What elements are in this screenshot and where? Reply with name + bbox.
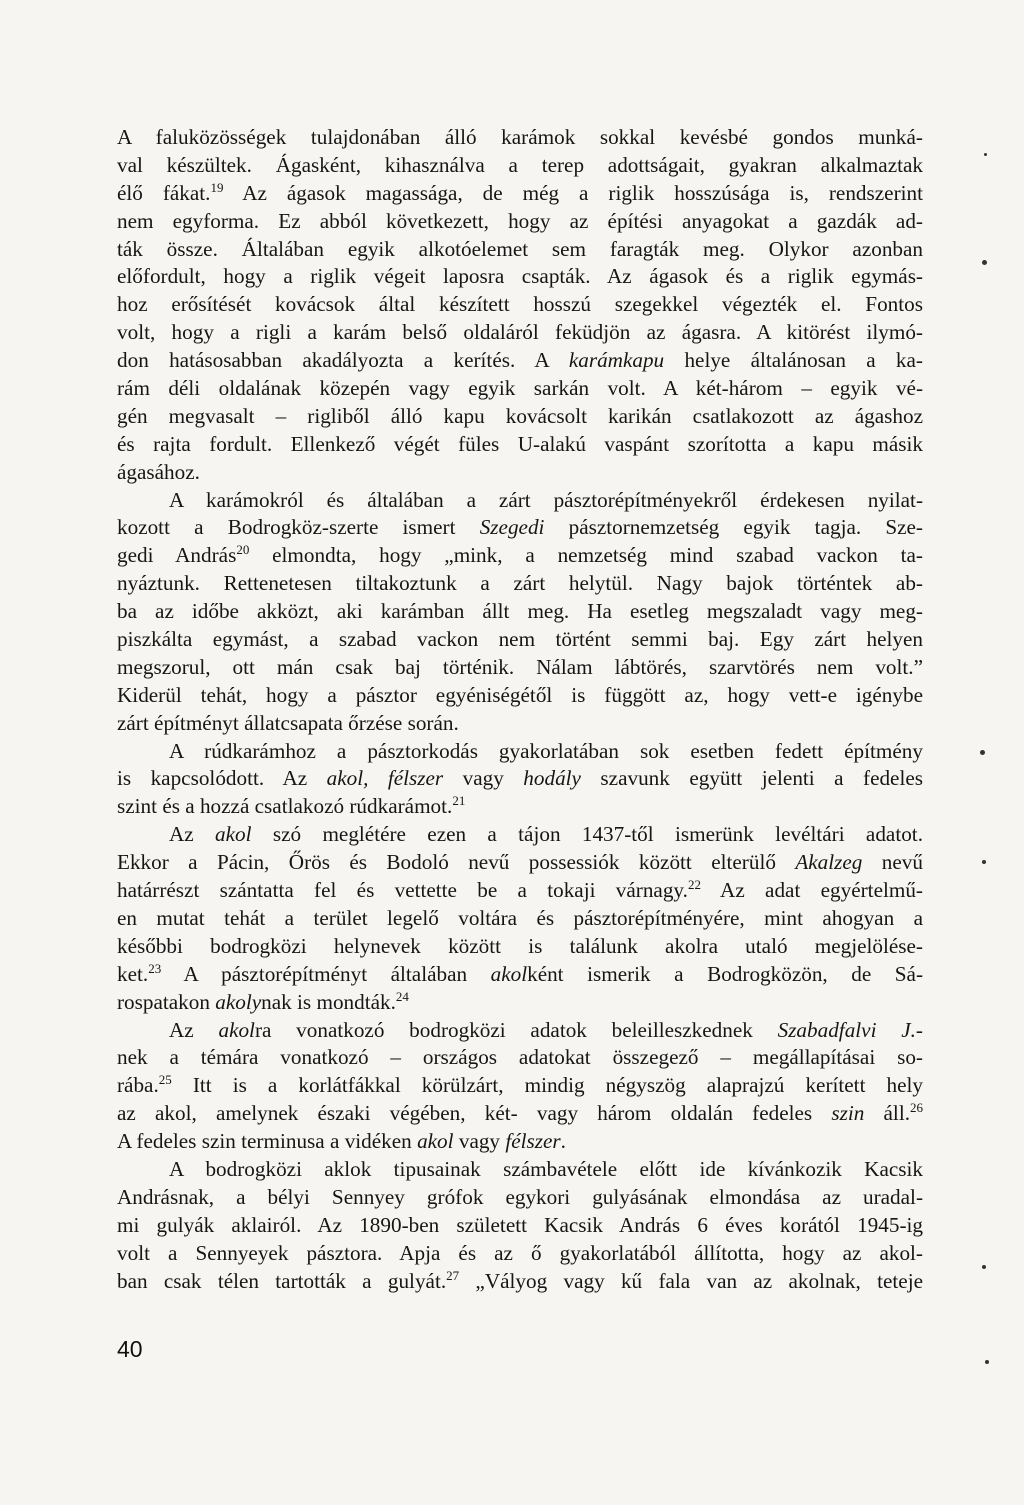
text-run: nek a témára vonatkozó – országos adatokat összegező – megállapításai so-	[117, 1045, 923, 1070]
text-run: nevű	[862, 850, 923, 875]
footnote-ref: 26	[910, 1100, 923, 1116]
text-run: volt a Sennyeyek pásztora. Apja és az ő gyakorlatából állította, hogy az akol-	[117, 1240, 923, 1265]
text-line	[117, 1100, 923, 1128]
text-line	[117, 598, 923, 626]
text-run: áll.	[864, 1101, 910, 1126]
italic-term: akol	[490, 961, 528, 986]
text-run: en mutat tehát a terület legelő voltára és pásztorépítményére, mint ahogyan a	[117, 905, 923, 930]
text-line	[117, 765, 923, 793]
text-line	[117, 1268, 923, 1296]
text-run: ra vonatkozó bodrogközi adatok beleilleszkednek	[254, 1017, 778, 1042]
text-line	[117, 291, 923, 319]
text-run: A fedeles szin terminusa a vidéken	[117, 1129, 418, 1154]
footnote-ref: 23	[148, 960, 162, 976]
scan-speck	[985, 1360, 989, 1364]
text-run: nem egyforma. Ez abból következett, hogy az építési anyagokat a gazdák ad-	[117, 208, 923, 233]
italic-term: Akalzeg	[795, 850, 863, 875]
text-line	[117, 319, 923, 347]
footnote-ref: 22	[687, 877, 701, 893]
text-line	[117, 514, 923, 542]
text-line	[117, 236, 923, 264]
text-run: rospatakon	[117, 989, 216, 1014]
text-line	[117, 1212, 923, 1240]
text-run: előfordult, hogy a riglik végeit laposra csapták. Az ágasok és a riglik egymás-	[117, 264, 923, 289]
text-run: szavunk együtt jelenti a fedeles	[580, 766, 924, 791]
text-line	[117, 1128, 923, 1156]
text-run: mi gulyák aklairól. Az 1890-ben született Kacsik András 6 éves korától 1945-ig	[117, 1212, 923, 1237]
text-line	[117, 1156, 923, 1184]
scan-speck	[982, 1265, 986, 1269]
text-line	[117, 180, 923, 208]
text-run: hoz erősítését kovácsok által készített hosszú szegekkel végezték el. Fontos	[117, 292, 923, 317]
text-run: A bodrogközi aklok tipusainak számbavétele előtt ide kívánkozik Kacsik	[169, 1156, 923, 1181]
italic-term: Szabadfalvi J.	[777, 1017, 916, 1042]
text-run: megszorul, ott mán csak baj történik. Nálam lábtörés, szarvtörés nem volt.”	[117, 654, 923, 679]
text-run: élő fákat.	[117, 180, 211, 205]
scan-speck	[982, 860, 986, 864]
text-run: volt, hogy a rigli a karám belső oldaláról feküdjön az ágasra. A kitörést ilymó-	[117, 320, 923, 345]
text-run: A pásztorépítményt általában	[161, 961, 491, 986]
text-run: az akol, amelynek északi végében, két- vagy három oldalán fedeles	[117, 1101, 832, 1126]
footnote-ref: 21	[452, 793, 466, 809]
text-run: Az adat egyértelmű-	[700, 878, 923, 903]
text-run: határrészt szántatta fel és vettette be a tokaji várnagy.	[117, 878, 688, 903]
text-run: Kiderül tehát, hogy a pásztor egyéniségétől is függött az, hogy vett-e igénybe	[117, 682, 923, 707]
text-line	[117, 403, 923, 431]
text-line	[117, 849, 923, 877]
text-line	[117, 375, 923, 403]
text-run: szó meglétére ezen a tájon 1437-től ismerünk levéltári adatot.	[251, 822, 923, 847]
page-number: 40	[117, 1336, 143, 1362]
text-run: elmondta, hogy „mink, a nemzetség mind szabad vackon ta-	[249, 543, 923, 568]
text-line	[117, 821, 923, 849]
footnote-ref: 27	[446, 1267, 460, 1283]
italic-term: akoly	[215, 989, 262, 1014]
text-run: gedi András	[117, 543, 237, 568]
footnote-ref: 19	[210, 179, 224, 195]
text-line	[117, 654, 923, 682]
text-run: későbbi bodrogközi helynevek között is találunk akolra utaló megjelölése-	[117, 933, 923, 958]
text-run: A karámokról és általában a zárt pásztorépítményekről érdekesen nyilat-	[169, 487, 923, 512]
text-line	[117, 905, 923, 933]
text-run: vagy	[443, 766, 524, 791]
text-run: ként ismerik a Bodrogközön, de Sá-	[527, 961, 923, 986]
footnote-ref: 20	[236, 542, 250, 558]
text-run: Itt is a korlátfákkal körülzárt, mindig négyszög alaprajzú kerített hely	[171, 1073, 923, 1098]
scan-speck	[982, 260, 987, 265]
text-line	[117, 570, 923, 598]
text-run: nyáztunk. Rettenetesen tiltakoztunk a zárt helytül. Nagy bajok történtek ab-	[117, 571, 923, 596]
footnote-ref: 25	[158, 1072, 172, 1088]
text-run: .	[560, 1129, 566, 1154]
text-run: A rúdkarámhoz a pásztorkodás gyakorlatában sok esetben fedett építmény	[169, 738, 923, 763]
scan-speck	[980, 750, 985, 755]
text-run: Az	[169, 822, 216, 847]
text-run: és rajta fordult. Ellenkező végét füles U-alakú vaspánt szorította a kapu másik	[117, 431, 923, 456]
text-run: val készültek. Ágasként, kihasználva a terep adottságait, gyakran alkalmaztak	[117, 152, 923, 177]
text-line	[117, 738, 923, 766]
text-run: ket.	[117, 961, 149, 986]
text-line	[117, 1240, 923, 1268]
text-run: nak is mondták.	[261, 989, 396, 1014]
text-run: rába.	[117, 1073, 159, 1098]
text-line	[117, 208, 923, 236]
italic-term: akol	[215, 822, 252, 847]
text-line	[117, 793, 923, 821]
text-line	[117, 626, 923, 654]
text-run: is kapcsolódott. Az	[117, 766, 327, 791]
text-line	[117, 877, 923, 905]
text-run: gén megvasalt – rigliből álló kapu kovácsolt karikán csatlakozott az ágashoz	[117, 403, 923, 428]
italic-term: Szegedi	[479, 515, 545, 540]
text-line	[117, 542, 923, 570]
italic-term: akol	[218, 1017, 255, 1042]
text-line	[117, 989, 923, 1017]
text-line	[117, 459, 923, 487]
text-line	[117, 347, 923, 375]
italic-term: félszer	[505, 1129, 561, 1154]
text-line	[117, 933, 923, 961]
italic-term: hodály	[523, 766, 581, 791]
text-run: A faluközösségek tulajdonában álló karámok sokkal kevésbé gondos munká-	[117, 125, 923, 149]
text-line	[117, 1184, 923, 1212]
text-run: vagy	[453, 1129, 506, 1154]
text-run: rám déli oldalának közepén vagy egyik sarkán volt. A két-három – egyik vé-	[117, 376, 923, 401]
text-run: szint és a hozzá csatlakozó rúdkarámot.	[117, 794, 453, 819]
italic-term: akol, félszer	[326, 766, 444, 791]
text-line	[117, 263, 923, 291]
text-run: -	[915, 1017, 923, 1042]
text-run: ták össze. Általában egyik alkotóelemet sem faragták meg. Olykor azonban	[117, 236, 923, 261]
text-run: Az	[169, 1017, 219, 1042]
text-run: piszkálta egymást, a szabad vackon nem történt semmi baj. Egy zárt helyen	[117, 627, 923, 652]
italic-term: akol	[417, 1129, 454, 1154]
italic-term: karámkapu	[568, 348, 665, 373]
text-run: don hatásosabban akadályozta a kerítés. A	[117, 348, 569, 373]
footnote-ref: 24	[395, 988, 409, 1004]
text-line	[117, 1072, 923, 1100]
text-line	[117, 961, 923, 989]
text-run: Ekkor a Pácin, Őrös és Bodoló nevű possessiók között elterülő	[117, 850, 796, 875]
scan-speck	[984, 153, 987, 156]
text-line	[117, 682, 923, 710]
text-run: helye általánosan a ka-	[664, 348, 923, 373]
text-run: „Vályog vagy kű fala van az akolnak, teteje	[459, 1268, 923, 1293]
text-run: ba az időbe akközt, aki karámban állt meg. Ha esetleg megszaladt vagy meg-	[117, 599, 923, 624]
text-line	[117, 152, 923, 180]
text-line	[117, 1044, 923, 1072]
text-line	[117, 124, 923, 152]
text-line	[117, 487, 923, 515]
text-line	[117, 431, 923, 459]
text-run: zárt építményt állatcsapata őrzése során.	[117, 710, 459, 735]
text-run: pásztornemzetség egyik tagja. Sze-	[544, 515, 923, 540]
body-text	[117, 124, 923, 1295]
text-line	[117, 710, 923, 738]
text-run: Andrásnak, a bélyi Sennyey grófok egykori gulyásának elmondása az uradal-	[117, 1184, 923, 1209]
text-run: ágasához.	[117, 459, 200, 484]
italic-term: szin	[831, 1101, 865, 1126]
text-run: kozott a Bodrogköz-szerte ismert	[117, 515, 480, 540]
text-run: Az ágasok magassága, de még a riglik hosszúsága is, rendszerint	[223, 180, 923, 205]
text-run: ban csak télen tartották a gulyát.	[117, 1268, 447, 1293]
text-line	[117, 1017, 923, 1045]
